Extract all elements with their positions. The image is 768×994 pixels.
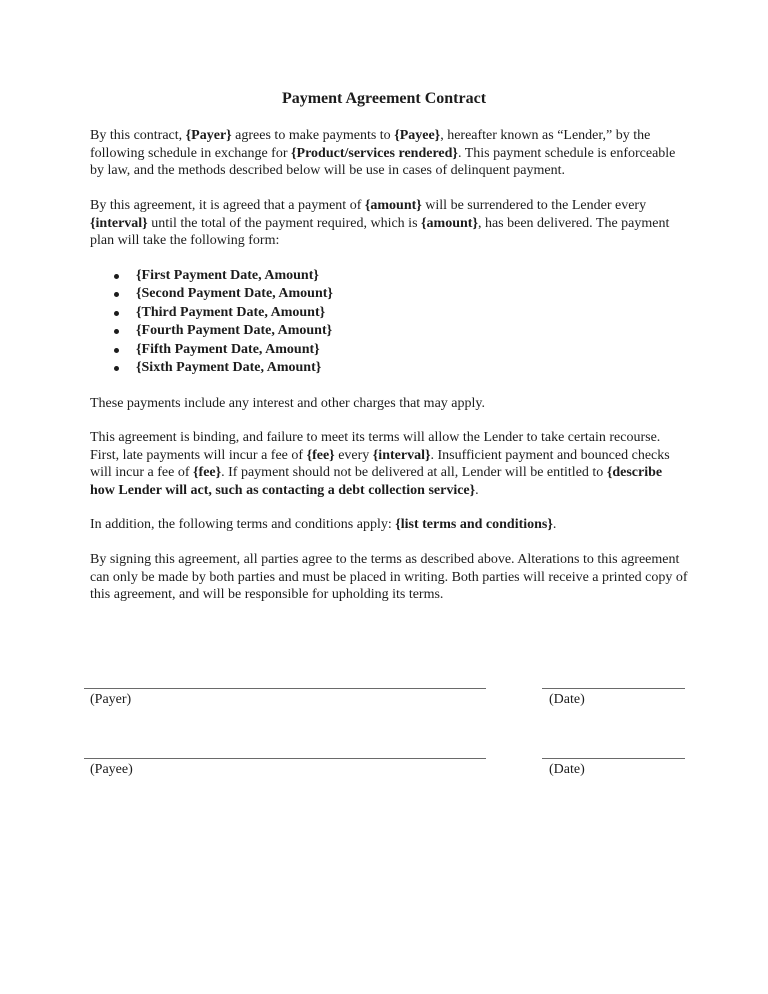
list-item (90, 267, 650, 285)
paragraph-text: will be surrendered to the Lender every (421, 198, 647, 213)
payment-schedule-list (90, 267, 650, 377)
bullet-icon (114, 348, 119, 353)
paragraph-terms-conditions (90, 516, 690, 534)
paragraph-text: . This payment schedule is enforceable by law, and the methods described below will be use in cases of delinquent payment. (90, 145, 676, 179)
list-item (90, 341, 650, 359)
payer-signature-line (84, 688, 486, 689)
paragraph-text: . Insufficient payment and bounced checks will incur a fee of (90, 447, 670, 481)
payer-date-line (542, 688, 685, 689)
list-item (90, 359, 650, 377)
payee-label: (Payee) (90, 762, 133, 777)
schedule-item-text: {Third Payment Date, Amount} (136, 304, 326, 320)
paragraph-text: until the total of the payment required, which is (147, 215, 422, 231)
payee-date-label: (Date) (549, 762, 585, 777)
bullet-icon (114, 329, 119, 334)
schedule-item-text: {Fourth Payment Date, Amount} (136, 323, 333, 339)
paragraph-payment-terms (90, 197, 690, 250)
product-placeholder: {Product/services rendered} (291, 145, 458, 161)
paragraph-signing: By signing this agreement, all parties agree to the terms as described above. Alterations to this agreement can only be made by both parties and must be placed in writing. Both parties will receive a printed copy of this agreement, and will be responsible for upholding its terms. (90, 552, 688, 603)
payee-signature-line (84, 758, 486, 759)
paragraph-text: every (334, 447, 373, 463)
interval-placeholder: {interval} (372, 447, 431, 463)
schedule-item-text: {Sixth Payment Date, Amount} (136, 360, 322, 376)
interval-placeholder: {interval} (90, 215, 148, 231)
schedule-item-text: {Fifth Payment Date, Amount} (136, 341, 320, 357)
list-item (90, 285, 650, 303)
total-amount-placeholder: {amount} (421, 215, 478, 231)
paragraph-text: By this agreement, it is agreed that a payment of (90, 198, 365, 213)
payer-placeholder: {Payer} (185, 128, 232, 143)
payer-label: (Payer) (90, 692, 132, 707)
bullet-icon (114, 292, 119, 297)
paragraph-text: In addition, the following terms and conditions apply: (90, 517, 396, 532)
lender-action-placeholder: {describe how Lender will act, such as contacting a debt collection service} (90, 465, 663, 498)
paragraph-charges: These payments include any interest and other charges that may apply. (90, 396, 485, 411)
fee-placeholder: {fee} (193, 465, 222, 481)
amount-placeholder: {amount} (364, 198, 422, 213)
paragraph-parties (90, 127, 690, 180)
paragraph-text: . (475, 482, 479, 498)
terms-placeholder: {list terms and conditions} (395, 517, 553, 532)
payee-date-line (542, 758, 685, 759)
paragraph-text: This agreement is binding, and failure to meet its terms will allow the Lender to take certain recourse. First, late payments will incur a fee of (90, 430, 661, 463)
payer-date-label: (Date) (549, 692, 585, 707)
paragraph-text: By this contract, (90, 128, 186, 143)
paragraph-late-fees (90, 429, 690, 499)
paragraph-text: , hereafter known as “Lender,” by the following schedule in exchange for (90, 128, 651, 161)
paragraph-text: agrees to make payments to (231, 128, 395, 143)
schedule-item-text: {First Payment Date, Amount} (136, 268, 319, 283)
paragraph-text: . (552, 517, 557, 532)
bullet-icon (114, 274, 119, 279)
bullet-icon (114, 311, 119, 316)
document-title: Payment Agreement Contract (281, 90, 487, 107)
bullet-icon (114, 366, 119, 371)
paragraph-text: , has been delivered. The payment plan will take the following form: (90, 215, 670, 249)
schedule-item-text: {Second Payment Date, Amount} (136, 286, 333, 302)
payee-placeholder: {Payee} (394, 128, 441, 143)
paragraph-text: . If payment should not be delivered at all, Lender will be entitled to (221, 465, 607, 481)
list-item (90, 322, 650, 340)
list-item (90, 304, 650, 322)
fee-placeholder: {fee} (306, 447, 335, 463)
